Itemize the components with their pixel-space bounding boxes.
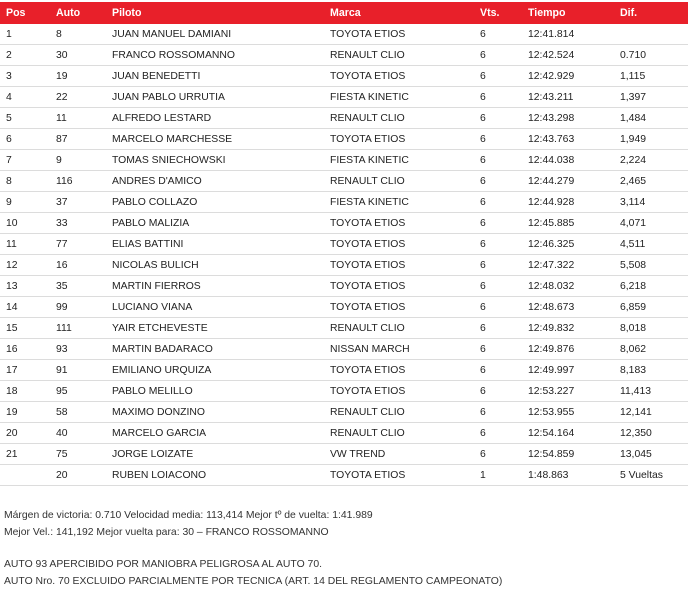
cell-vts: 6 (474, 129, 522, 150)
cell-auto: 99 (50, 297, 106, 318)
cell-piloto: NICOLAS BULICH (106, 255, 324, 276)
cell-marca: RENAULT CLIO (324, 318, 474, 339)
cell-pos: 14 (0, 297, 50, 318)
cell-vts: 6 (474, 213, 522, 234)
cell-tiempo: 12:42.524 (522, 45, 614, 66)
cell-tiempo: 12:45.885 (522, 213, 614, 234)
cell-pos: 5 (0, 108, 50, 129)
cell-pos: 7 (0, 150, 50, 171)
cell-pos: 21 (0, 444, 50, 465)
cell-pos: 3 (0, 66, 50, 87)
cell-piloto: JUAN BENEDETTI (106, 66, 324, 87)
cell-tiempo: 12:43.298 (522, 108, 614, 129)
cell-vts: 6 (474, 423, 522, 444)
cell-marca: RENAULT CLIO (324, 108, 474, 129)
cell-auto: 87 (50, 129, 106, 150)
cell-piloto: LUCIANO VIANA (106, 297, 324, 318)
cell-marca: TOYOTA ETIOS (324, 234, 474, 255)
cell-vts: 6 (474, 171, 522, 192)
cell-vts: 6 (474, 87, 522, 108)
cell-marca: TOYOTA ETIOS (324, 297, 474, 318)
table-row (0, 150, 688, 171)
cell-piloto: MARCELO GARCIA (106, 423, 324, 444)
cell-vts: 6 (474, 255, 522, 276)
cell-pos: 17 (0, 360, 50, 381)
col-header-piloto: Piloto (106, 2, 324, 24)
cell-piloto: MAXIMO DONZINO (106, 402, 324, 423)
cell-pos: 2 (0, 45, 50, 66)
cell-piloto: MARCELO MARCHESSE (106, 129, 324, 150)
cell-auto: 37 (50, 192, 106, 213)
table-row (0, 276, 688, 297)
cell-vts: 6 (474, 444, 522, 465)
cell-marca: TOYOTA ETIOS (324, 255, 474, 276)
cell-dif: 1,949 (614, 129, 688, 150)
cell-piloto: MARTIN FIERROS (106, 276, 324, 297)
table-row (0, 45, 688, 66)
cell-vts: 6 (474, 297, 522, 318)
cell-tiempo: 12:53.227 (522, 381, 614, 402)
cell-piloto: EMILIANO URQUIZA (106, 360, 324, 381)
cell-auto: 35 (50, 276, 106, 297)
table-row (0, 381, 688, 402)
cell-pos: 4 (0, 87, 50, 108)
cell-piloto: ELIAS BATTINI (106, 234, 324, 255)
cell-marca: TOYOTA ETIOS (324, 465, 474, 486)
cell-dif (614, 24, 688, 45)
penalty-note-1: AUTO 93 APERCIBIDO POR MANIOBRA PELIGROSA AL AUTO 70. (4, 559, 322, 570)
cell-tiempo: 12:46.325 (522, 234, 614, 255)
cell-dif: 11,413 (614, 381, 688, 402)
table-row (0, 87, 688, 108)
cell-tiempo: 12:47.322 (522, 255, 614, 276)
cell-vts: 6 (474, 192, 522, 213)
cell-piloto: ANDRES D'AMICO (106, 171, 324, 192)
cell-dif: 3,114 (614, 192, 688, 213)
cell-tiempo: 12:49.876 (522, 339, 614, 360)
cell-marca: TOYOTA ETIOS (324, 276, 474, 297)
cell-marca: FIESTA KINETIC (324, 87, 474, 108)
cell-tiempo: 12:54.859 (522, 444, 614, 465)
cell-auto: 20 (50, 465, 106, 486)
table-row (0, 171, 688, 192)
cell-vts: 6 (474, 108, 522, 129)
cell-marca: TOYOTA ETIOS (324, 129, 474, 150)
cell-auto: 95 (50, 381, 106, 402)
cell-auto: 93 (50, 339, 106, 360)
cell-vts: 6 (474, 150, 522, 171)
cell-vts: 6 (474, 360, 522, 381)
header-row (0, 2, 688, 24)
cell-dif: 1,115 (614, 66, 688, 87)
cell-piloto: FRANCO ROSSOMANNO (106, 45, 324, 66)
cell-piloto: RUBEN LOIACONO (106, 465, 324, 486)
cell-marca: RENAULT CLIO (324, 423, 474, 444)
cell-dif: 13,045 (614, 444, 688, 465)
cell-auto: 58 (50, 402, 106, 423)
cell-pos: 16 (0, 339, 50, 360)
penalty-note-2: AUTO Nro. 70 EXCLUIDO PARCIALMENTE POR TECNICA (ART. 14 DEL REGLAMENTO CAMPEONATO) (4, 575, 503, 587)
cell-dif: 8,018 (614, 318, 688, 339)
cell-vts: 1 (474, 465, 522, 486)
table-row (0, 255, 688, 276)
cell-tiempo: 12:43.763 (522, 129, 614, 150)
col-header-vts: Vts. (474, 2, 522, 24)
cell-pos: 20 (0, 423, 50, 444)
cell-tiempo: 12:43.211 (522, 87, 614, 108)
cell-dif: 5 Vueltas (614, 465, 688, 486)
table-row (0, 423, 688, 444)
cell-marca: TOYOTA ETIOS (324, 24, 474, 45)
cell-dif: 2,224 (614, 150, 688, 171)
table-row (0, 297, 688, 318)
cell-auto: 91 (50, 360, 106, 381)
cell-dif: 5,508 (614, 255, 688, 276)
cell-dif: 4,511 (614, 234, 688, 255)
table-header (0, 2, 688, 24)
race-notes (4, 508, 502, 590)
cell-vts: 6 (474, 276, 522, 297)
col-header-tiempo: Tiempo (522, 2, 614, 24)
cell-marca: FIESTA KINETIC (324, 150, 474, 171)
cell-vts: 6 (474, 339, 522, 360)
cell-auto: 111 (50, 318, 106, 339)
cell-auto: 19 (50, 66, 106, 87)
cell-piloto: PABLO COLLAZO (106, 192, 324, 213)
cell-vts: 6 (474, 234, 522, 255)
best-lap-line: Mejor Vel.: 141,192 Mejor vuelta para: 30 – FRANCO ROSSOMANNO (4, 526, 329, 538)
cell-piloto: MARTIN BADARACO (106, 339, 324, 360)
cell-marca: NISSAN MARCH (324, 339, 474, 360)
cell-vts: 6 (474, 318, 522, 339)
cell-marca: VW TREND (324, 444, 474, 465)
cell-dif: 0.710 (614, 45, 688, 66)
cell-dif: 12,350 (614, 423, 688, 444)
cell-pos: 19 (0, 402, 50, 423)
cell-tiempo: 1:48.863 (522, 465, 614, 486)
cell-pos: 15 (0, 318, 50, 339)
col-header-pos: Pos (0, 2, 50, 24)
cell-tiempo: 12:44.928 (522, 192, 614, 213)
cell-pos: 1 (0, 24, 50, 45)
col-header-dif: Dif. (614, 2, 688, 24)
cell-tiempo: 12:44.038 (522, 150, 614, 171)
cell-dif: 2,465 (614, 171, 688, 192)
cell-tiempo: 12:49.832 (522, 318, 614, 339)
cell-auto: 77 (50, 234, 106, 255)
table-row (0, 213, 688, 234)
table-row (0, 339, 688, 360)
cell-marca: TOYOTA ETIOS (324, 66, 474, 87)
table-row (0, 360, 688, 381)
cell-pos: 13 (0, 276, 50, 297)
cell-auto: 9 (50, 150, 106, 171)
cell-tiempo: 12:53.955 (522, 402, 614, 423)
table-row (0, 129, 688, 150)
table-row (0, 402, 688, 423)
cell-auto: 75 (50, 444, 106, 465)
cell-pos (0, 465, 50, 486)
cell-marca: RENAULT CLIO (324, 402, 474, 423)
cell-dif: 12,141 (614, 402, 688, 423)
table-row (0, 108, 688, 129)
table-row (0, 192, 688, 213)
cell-pos: 6 (0, 129, 50, 150)
results-table (0, 2, 688, 486)
cell-marca: RENAULT CLIO (324, 45, 474, 66)
race-summary-line: Márgen de victoria: 0.710 Velocidad media: 113,414 Mejor tº de vuelta: 1:41.989 (4, 510, 373, 521)
cell-piloto: YAIR ETCHEVESTE (106, 318, 324, 339)
cell-vts: 6 (474, 402, 522, 423)
cell-auto: 30 (50, 45, 106, 66)
cell-vts: 6 (474, 381, 522, 402)
col-header-auto: Auto (50, 2, 106, 24)
cell-vts: 6 (474, 66, 522, 87)
cell-marca: TOYOTA ETIOS (324, 360, 474, 381)
cell-marca: TOYOTA ETIOS (324, 381, 474, 402)
cell-piloto: JORGE LOIZATE (106, 444, 324, 465)
cell-auto: 11 (50, 108, 106, 129)
cell-piloto: JUAN PABLO URRUTIA (106, 87, 324, 108)
cell-dif: 8,183 (614, 360, 688, 381)
cell-dif: 1,484 (614, 108, 688, 129)
cell-tiempo: 12:42.929 (522, 66, 614, 87)
table-row (0, 318, 688, 339)
cell-auto: 22 (50, 87, 106, 108)
table-row (0, 234, 688, 255)
cell-marca: TOYOTA ETIOS (324, 213, 474, 234)
cell-piloto: JUAN MANUEL DAMIANI (106, 24, 324, 45)
col-header-marca: Marca (324, 2, 474, 24)
cell-vts: 6 (474, 45, 522, 66)
table-row (0, 24, 688, 45)
cell-dif: 6,218 (614, 276, 688, 297)
table-row (0, 444, 688, 465)
cell-dif: 8,062 (614, 339, 688, 360)
cell-pos: 11 (0, 234, 50, 255)
cell-auto: 116 (50, 171, 106, 192)
table-row (0, 66, 688, 87)
spacer (4, 541, 502, 557)
cell-auto: 8 (50, 24, 106, 45)
cell-tiempo: 12:41.814 (522, 24, 614, 45)
table-row (0, 465, 688, 486)
cell-tiempo: 12:54.164 (522, 423, 614, 444)
cell-pos: 8 (0, 171, 50, 192)
cell-auto: 33 (50, 213, 106, 234)
cell-tiempo: 12:49.997 (522, 360, 614, 381)
cell-piloto: PABLO MALIZIA (106, 213, 324, 234)
cell-auto: 40 (50, 423, 106, 444)
cell-dif: 6,859 (614, 297, 688, 318)
cell-tiempo: 12:44.279 (522, 171, 614, 192)
cell-pos: 12 (0, 255, 50, 276)
cell-pos: 10 (0, 213, 50, 234)
cell-marca: RENAULT CLIO (324, 171, 474, 192)
cell-dif: 4,071 (614, 213, 688, 234)
cell-piloto: TOMAS SNIECHOWSKI (106, 150, 324, 171)
cell-marca: FIESTA KINETIC (324, 192, 474, 213)
cell-pos: 18 (0, 381, 50, 402)
cell-vts: 6 (474, 24, 522, 45)
cell-tiempo: 12:48.032 (522, 276, 614, 297)
table-body (0, 24, 688, 486)
cell-piloto: ALFREDO LESTARD (106, 108, 324, 129)
cell-pos: 9 (0, 192, 50, 213)
cell-tiempo: 12:48.673 (522, 297, 614, 318)
cell-auto: 16 (50, 255, 106, 276)
cell-piloto: PABLO MELILLO (106, 381, 324, 402)
cell-dif: 1,397 (614, 87, 688, 108)
